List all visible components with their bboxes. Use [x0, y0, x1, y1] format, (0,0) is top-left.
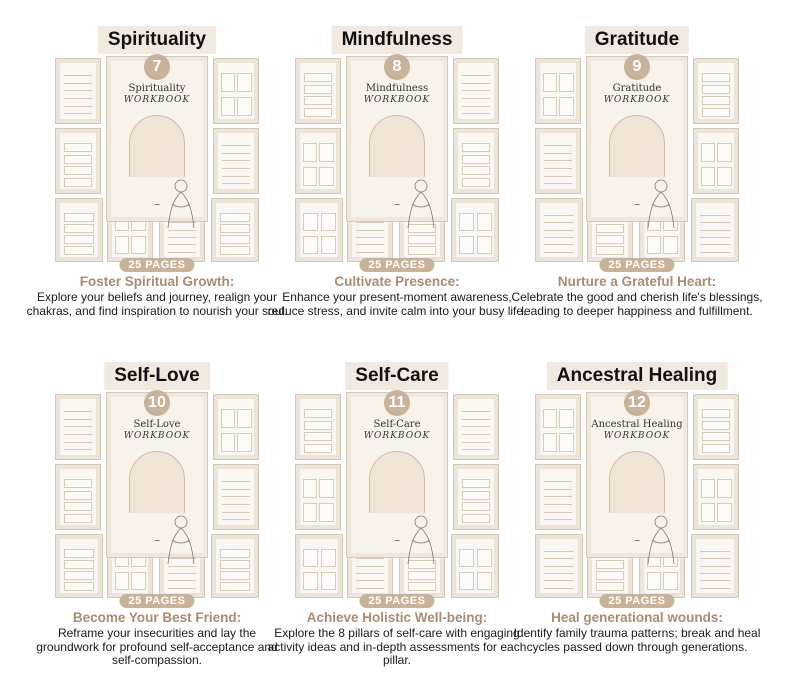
cover-title: Spirituality [128, 83, 186, 94]
cover-signature: ~ [153, 200, 161, 209]
workbook-title: Mindfulness [332, 26, 463, 54]
cover-title: Self-Care [373, 419, 421, 430]
workbook-page-preview [295, 198, 343, 262]
workbook-title: Self-Love [104, 362, 210, 390]
cover-signature: ~ [633, 200, 641, 209]
workbook-card [267, 362, 527, 682]
workbook-page-preview [295, 464, 341, 530]
workbook-cover [586, 392, 688, 558]
workbook-page-preview [295, 394, 341, 460]
cover-arch-illustration [369, 115, 425, 177]
cover-subtitle: WORKBOOK [123, 431, 191, 441]
workbook-page-preview [451, 198, 499, 262]
benefit-heading: Nurture a Grateful Heart: [557, 274, 717, 289]
workbook-page-preview [535, 534, 583, 598]
pages-count-badge: 25 PAGES [600, 258, 675, 272]
cover-subtitle: WORKBOOK [123, 95, 191, 105]
page-collage [38, 52, 276, 266]
benefit-heading: Cultivate Presence: [334, 274, 460, 289]
workbook-page-preview [453, 464, 499, 530]
pages-count-badge: 25 PAGES [120, 594, 195, 608]
pages-count-badge: 25 PAGES [360, 594, 435, 608]
workbook-page-preview [453, 58, 499, 124]
benefit-description: Identify family trauma patterns; break and heal cycles passed down through generations. [513, 626, 761, 654]
workbook-page-preview [213, 128, 259, 194]
workbook-page-preview [535, 198, 583, 262]
cover-signature: ~ [153, 536, 161, 545]
workbook-cover [586, 56, 688, 222]
cover-arch-illustration [609, 115, 665, 177]
workbook-page-preview [55, 58, 101, 124]
workbook-title: Spirituality [98, 26, 216, 54]
cover-subtitle: WORKBOOK [603, 431, 671, 441]
workbook-card [513, 362, 761, 682]
workbook-page-preview [691, 198, 739, 262]
workbook-cover [106, 56, 208, 222]
page-collage [518, 388, 756, 602]
cover-signature: ~ [393, 200, 401, 209]
benefit-heading: Foster Spiritual Growth: [79, 274, 235, 289]
cover-title: Ancestral Healing [591, 419, 683, 430]
cover-title: Self-Love [133, 419, 181, 430]
workbook-title: Self-Care [345, 362, 448, 390]
benefit-description: Enhance your present-moment awareness, reduce stress, and invite calm into your busy life. [267, 290, 527, 318]
workbook-cover [346, 392, 448, 558]
page-collage [278, 52, 516, 266]
page-collage [518, 52, 756, 266]
cover-subtitle: WORKBOOK [603, 95, 671, 105]
workbook-page-preview [535, 464, 581, 530]
workbook-number-badge: 7 [144, 54, 170, 80]
cover-subtitle: WORKBOOK [363, 431, 431, 441]
workbook-number-badge: 12 [624, 390, 650, 416]
workbook-number-badge: 11 [384, 390, 410, 416]
workbook-title: Ancestral Healing [547, 362, 728, 390]
workbook-page-preview [55, 198, 103, 262]
workbook-page-preview [55, 534, 103, 598]
workbook-page-preview [213, 58, 259, 124]
workbook-page-preview [295, 128, 341, 194]
workbook-number-badge: 10 [144, 390, 170, 416]
workbook-cover [106, 392, 208, 558]
pages-count-badge: 25 PAGES [120, 258, 195, 272]
workbook-page-preview [693, 464, 739, 530]
cover-signature: ~ [633, 536, 641, 545]
workbook-page-preview [295, 534, 343, 598]
benefit-heading: Heal generational wounds: [551, 610, 723, 625]
workbook-page-preview [535, 128, 581, 194]
workbook-page-preview [453, 128, 499, 194]
workbook-card [26, 26, 288, 346]
workbook-page-preview [213, 394, 259, 460]
workbook-page-preview [453, 394, 499, 460]
workbook-number-badge: 9 [624, 54, 650, 80]
benefit-description: Reframe your insecurities and lay the groundwork for profound self-acceptance and self-compassion. [36, 626, 278, 667]
cover-arch-illustration [129, 451, 185, 513]
workbook-page-preview [451, 534, 499, 598]
workbook-number-badge: 8 [384, 54, 410, 80]
workbook-page-preview [55, 394, 101, 460]
benefit-description: Explore the 8 pillars of self-care with engaging activity ideas and in-depth assessments for each pillar. [267, 626, 527, 667]
workbook-card [38, 362, 276, 682]
benefit-description: Celebrate the good and cherish life's blessings, leading to deeper happiness and fulfillment. [511, 290, 763, 318]
cover-title: Mindfulness [365, 83, 429, 94]
benefit-description: Explore your beliefs and journey, realign your chakras, and find inspiration to nourish your soul. [26, 290, 288, 318]
cover-arch-illustration [609, 451, 665, 513]
pages-count-badge: 25 PAGES [600, 594, 675, 608]
cover-arch-illustration [129, 115, 185, 177]
workbook-page-preview [55, 128, 101, 194]
page-collage [278, 388, 516, 602]
workbook-card [511, 26, 763, 346]
workbook-page-preview [693, 58, 739, 124]
workbook-page-preview [535, 394, 581, 460]
workbook-page-preview [691, 534, 739, 598]
workbook-page-preview [295, 58, 341, 124]
cover-subtitle: WORKBOOK [363, 95, 431, 105]
cover-title: Gratitude [612, 83, 662, 94]
workbook-title: Gratitude [585, 26, 689, 54]
page-collage [38, 388, 276, 602]
benefit-heading: Become Your Best Friend: [72, 610, 242, 625]
pages-count-badge: 25 PAGES [360, 258, 435, 272]
cover-arch-illustration [369, 451, 425, 513]
workbook-page-preview [535, 58, 581, 124]
workbook-card [267, 26, 527, 346]
cover-signature: ~ [393, 536, 401, 545]
workbook-cover [346, 56, 448, 222]
workbook-page-preview [211, 198, 259, 262]
benefit-heading: Achieve Holistic Well-being: [306, 610, 488, 625]
workbook-page-preview [211, 534, 259, 598]
workbook-page-preview [213, 464, 259, 530]
workbook-page-preview [693, 394, 739, 460]
workbook-page-preview [693, 128, 739, 194]
workbook-page-preview [55, 464, 101, 530]
